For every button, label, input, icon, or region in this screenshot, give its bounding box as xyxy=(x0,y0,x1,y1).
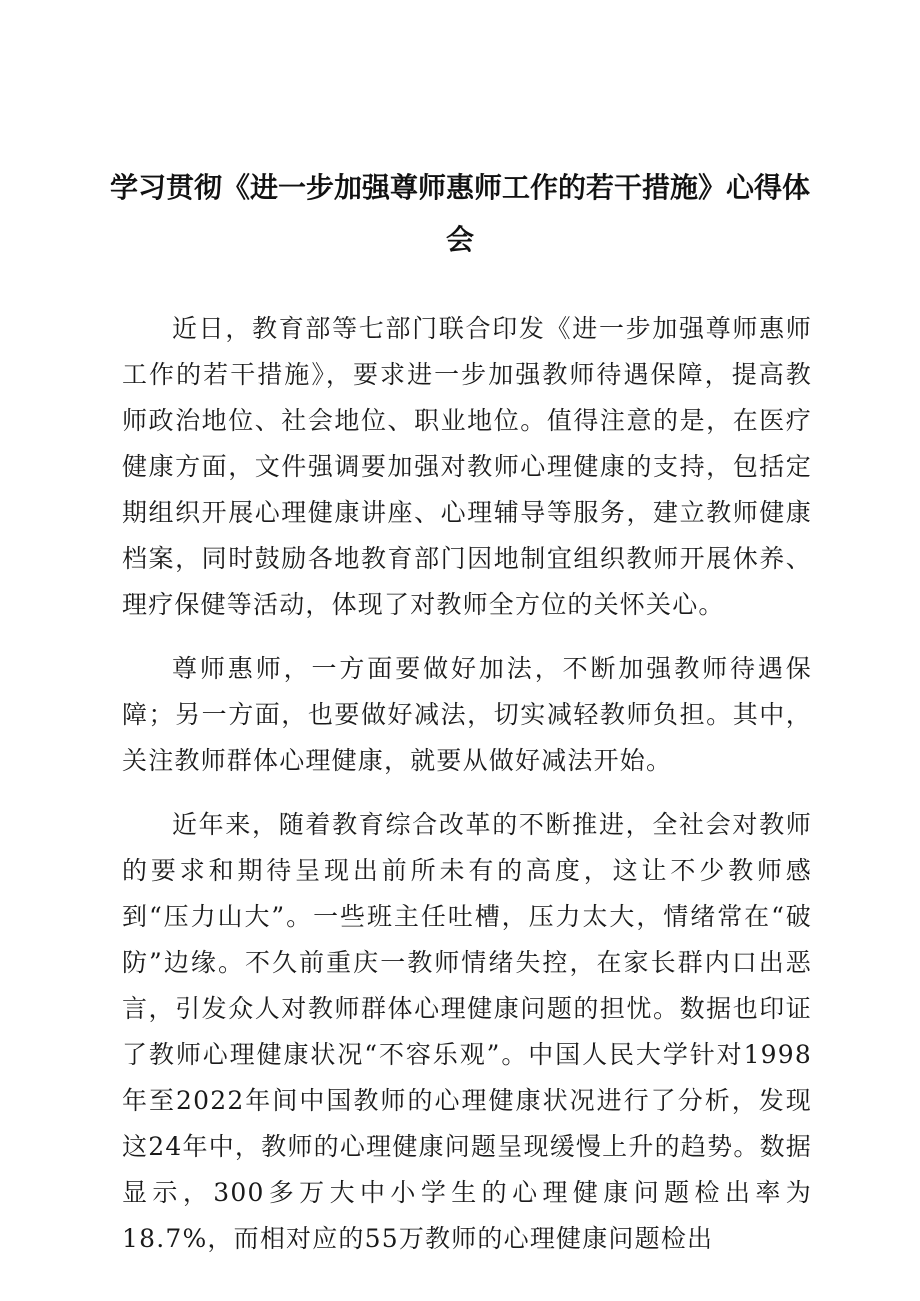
paragraph-2: 尊师惠师，一方面要做好加法，不断加强教师待遇保障；另一方面，也要做好减法，切实减轻教师负担。其中，关注教师群体心理健康，就要从做好减法开始。 xyxy=(122,654,812,775)
paragraph-3: 近年来，随着教育综合改革的不断推进，全社会对教师的要求和期待呈现出前所未有的高度，这让不少教师感到“压力山大”。一些班主任吐槽，压力太大，情绪常在“破防”边缘。不久前重庆一教师情绪失控，在家长群内口出恶言，引发众人对教师群体心理健康问题的担忧。数据也印证了教师心理健康状况“不容乐观”。中国人民大学针对1998年至2022年间中国教师的心理健康状况进行了分析，发现这24年中，教师的心理健康问题呈现缓慢上升的趋势。数据显示，300多万大中小学生的心理健康问题检出率为18.7%，而相对应的55万教师的心理健康问题检出 xyxy=(122,810,812,1253)
paragraph-1: 近日，教育部等七部门联合印发《进一步加强尊师惠师工作的若干措施》，要求进一步加强教师待遇保障，提高教师政治地位、社会地位、职业地位。值得注意的是，在医疗健康方面，文件强调要加强对教师心理健康的支持，包括定期组织开展心理健康讲座、心理辅导等服务，建立教师健康档案，同时鼓励各地教育部门因地制宜组织教师开展休养、理疗保健等活动，体现了对教师全方位的关怀关心。 xyxy=(122,314,812,619)
document-body xyxy=(122,306,812,1280)
document-title: 学习贯彻《进一步加强尊师惠师工作的若干措施》心得体会 xyxy=(109,171,810,256)
